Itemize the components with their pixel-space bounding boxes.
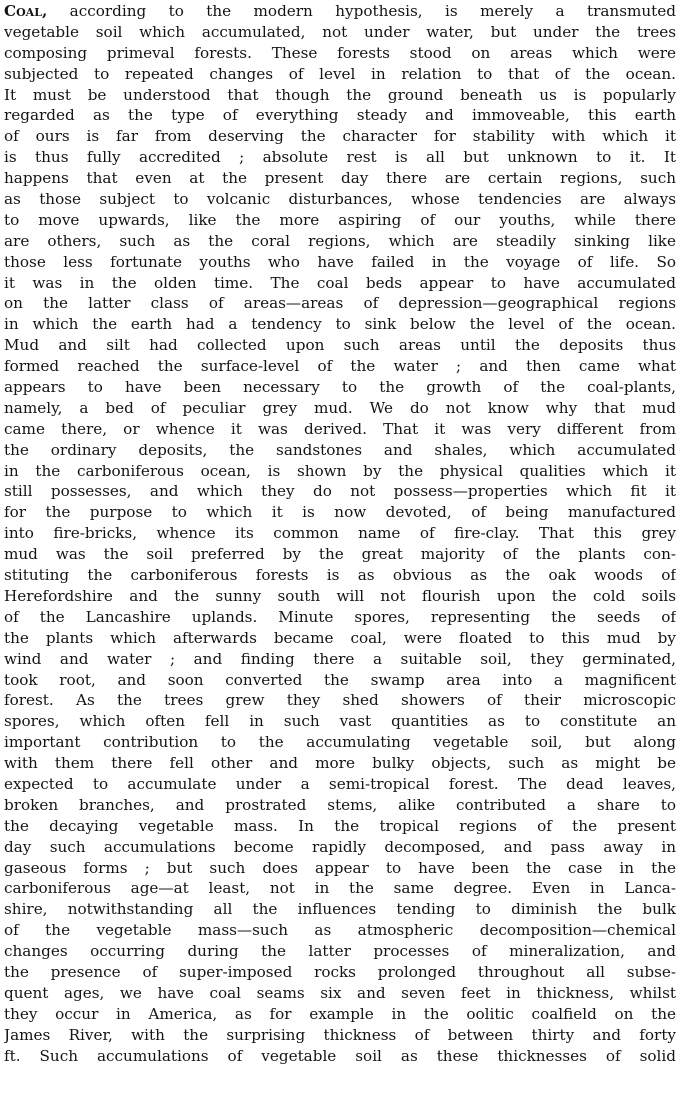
text-line: changes occurring during the latter processes of mineralization, and bbox=[4, 942, 676, 961]
text-line: namely, a bed of peculiar grey mud. We do not know why that mud bbox=[4, 398, 676, 417]
text-line: is thus fully accredited ; absolute rest is all but unknown to it. It bbox=[4, 148, 676, 167]
text-line: on the latter class of areas—areas of depression—geographical regions bbox=[4, 294, 676, 313]
text-line: Mud and silt had collected upon such areas until the deposits thus bbox=[4, 336, 676, 355]
text-line: Coal, according to the modern hypothesis, is merely a transmuted bbox=[4, 2, 676, 20]
text-line: shire, notwithstanding all the influences tending to diminish the bulk bbox=[4, 900, 676, 919]
text-line: as those subject to volcanic disturbances, whose tendencies are always bbox=[4, 190, 676, 209]
text-line: composing primeval forests. These forests stood on areas which were bbox=[4, 43, 676, 62]
text-line: in the carboniferous ocean, is shown by the physical qualities which it bbox=[4, 461, 676, 480]
text-line: to move upwards, like the more aspiring of our youths, while there bbox=[4, 210, 676, 229]
text-line: the ordinary deposits, the sandstones and shales, which accumulated bbox=[4, 440, 676, 459]
text-line: subjected to repeated changes of level in relation to that of the ocean. bbox=[4, 64, 676, 83]
text-line: expected to accumulate under a semi-tropical forest. The dead leaves, bbox=[4, 774, 676, 793]
text-line: took root, and soon converted the swamp area into a magnificent bbox=[4, 670, 676, 689]
text-line: appears to have been necessary to the growth of the coal-plants, bbox=[4, 378, 676, 397]
text-line: important contribution to the accumulating vegetable soil, but along bbox=[4, 733, 676, 752]
lead-word: Coal, bbox=[4, 2, 48, 20]
text-line: stituting the carboniferous forests is as obvious as the oak woods of bbox=[4, 566, 676, 585]
newspaper-column bbox=[4, 0, 676, 1114]
text-line: gaseous forms ; but such does appear to have been the case in the bbox=[4, 858, 676, 877]
text-line: James River, with the surprising thickness of between thirty and forty bbox=[4, 1025, 676, 1044]
text-line: the presence of super-imposed rocks prolonged throughout all subse- bbox=[4, 962, 676, 981]
text-line: ft. Such accumulations of vegetable soil as these thicknesses of solid bbox=[4, 1046, 676, 1065]
text-line: of the vegetable mass—such as atmospheric decomposition—chemical bbox=[4, 921, 676, 940]
text-line: vegetable soil which accumulated, not under water, but under the trees bbox=[4, 22, 676, 41]
text-line: with them there fell other and more bulky objects, such as might be bbox=[4, 754, 676, 773]
text-line: broken branches, and prostrated stems, alike contributed a share to bbox=[4, 795, 676, 814]
text-line: forest. As the trees grew they shed showers of their microscopic bbox=[4, 691, 676, 710]
text-line: came there, or whence it was derived. That it was very different from bbox=[4, 419, 676, 438]
text-line: carboniferous age—at least, not in the same degree. Even in Lanca- bbox=[4, 879, 676, 898]
text-line: spores, which often fell in such vast quantities as to constitute an bbox=[4, 712, 676, 731]
text-line: into fire-bricks, whence its common name of fire-clay. That this grey bbox=[4, 524, 676, 543]
text-line: happens that even at the present day there are certain regions, such bbox=[4, 169, 676, 188]
text-line: it was in the olden time. The coal beds appear to have accumulated bbox=[4, 273, 676, 292]
text-line: Herefordshire and the sunny south will not flourish upon the cold soils bbox=[4, 586, 676, 605]
text-line: day such accumulations become rapidly decomposed, and pass away in bbox=[4, 837, 676, 856]
text-line: It must be understood that though the ground beneath us is popularly bbox=[4, 85, 676, 104]
text-line: wind and water ; and finding there a suitable soil, they germinated, bbox=[4, 649, 676, 668]
text-line: those less fortunate youths who have failed in the voyage of life. So bbox=[4, 252, 676, 271]
text-line: they occur in America, as for example in the oolitic coalfield on the bbox=[4, 1004, 676, 1023]
text-line: regarded as the type of everything steady and immoveable, this earth bbox=[4, 106, 676, 125]
text-line: the decaying vegetable mass. In the tropical regions of the present bbox=[4, 816, 676, 835]
text-line: of ours is far from deserving the character for stability with which it bbox=[4, 127, 676, 146]
text-line: formed reached the surface-level of the water ; and then came what bbox=[4, 357, 676, 376]
text-line bbox=[4, 1066, 676, 1087]
text-line: in which the earth had a tendency to sink below the level of the ocean. bbox=[4, 315, 676, 334]
text-line: for the purpose to which it is now devoted, of being manufactured bbox=[4, 503, 676, 522]
text-line: of the Lancashire uplands. Minute spores, representing the seeds of bbox=[4, 607, 676, 626]
text-line: are others, such as the coral regions, which are steadily sinking like bbox=[4, 231, 676, 250]
text-line: mud was the soil preferred by the great majority of the plants con- bbox=[4, 545, 676, 564]
text-line: quent ages, we have coal seams six and seven feet in thickness, whilst bbox=[4, 983, 676, 1002]
text-line: still possesses, and which they do not possess—properties which fit it bbox=[4, 482, 676, 501]
text-line: the plants which afterwards became coal, were floated to this mud by bbox=[4, 628, 676, 647]
